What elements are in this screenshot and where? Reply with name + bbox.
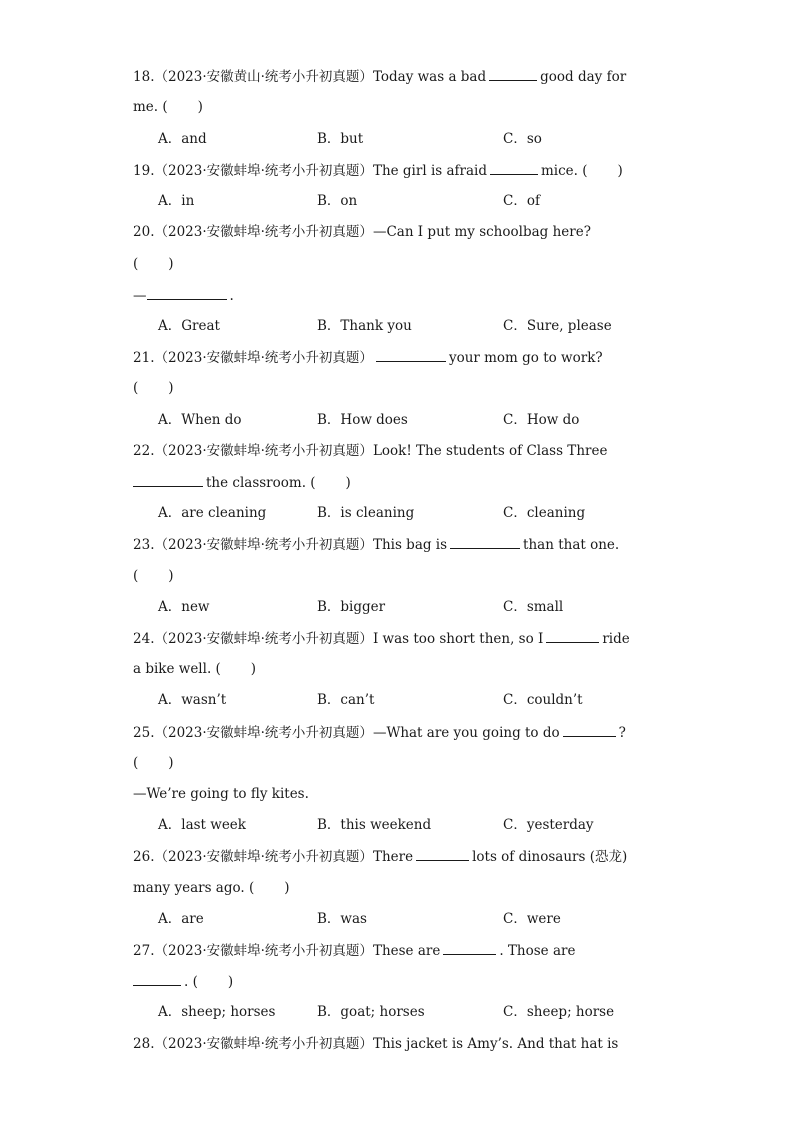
question-21-line1: 21.（2023·安徽蚌埠·统考小升初真题） your mom go to work? [133,347,603,367]
question-22-line1: 22.（2023·安徽蚌埠·统考小升初真题）Look! The students of Class Three [133,443,608,459]
q20-option-b[interactable]: B．Thank you [317,318,412,334]
q27-option-c[interactable]: C．sheep; horse [503,1004,615,1020]
q22-option-c[interactable]: C．cleaning [503,505,586,521]
q19-option-c[interactable]: C．of [503,193,540,209]
question-25-line3: —We’re going to fly kites. [133,786,309,802]
q24-option-b[interactable]: B．can’t [317,692,375,708]
q20-option-a[interactable]: A．Great [158,318,220,334]
q25-option-b[interactable]: B．this weekend [317,817,432,833]
q21-option-c[interactable]: C．How do [503,412,580,428]
q23-option-a[interactable]: A．new [158,599,210,615]
q27-option-a[interactable]: A．sheep; horses [158,1004,276,1020]
question-18-line1: 18.（2023·安徽黄山·统考小升初真题）Today was a bad good day for [133,66,626,86]
question-24-line1: 24.（2023·安徽蚌埠·统考小升初真题）I was too short then, so I ride [133,628,630,648]
question-20-line2: ( ) [133,256,174,272]
question-22-line2: the classroom. ( ) [133,472,351,492]
q26-option-b[interactable]: B．was [317,911,367,927]
q19-option-a[interactable]: A．in [158,193,195,209]
question-23-line1: 23.（2023·安徽蚌埠·统考小升初真题）This bag is than that one. [133,534,619,554]
question-26-line1: 26.（2023·安徽蚌埠·统考小升初真题）There lots of dinosaurs (恐龙) [133,846,627,866]
question-21-line2: ( ) [133,380,174,396]
question-26-line2: many years ago. ( ) [133,880,290,896]
q26-option-c[interactable]: C．were [503,911,561,927]
question-18-line2: me. ( ) [133,99,203,115]
question-23-line2: ( ) [133,568,174,584]
question-27-line1: 27.（2023·安徽蚌埠·统考小升初真题）These are . Those are [133,940,575,960]
q24-option-c[interactable]: C．couldn’t [503,692,583,708]
q18-option-c[interactable]: C．so [503,131,542,147]
q23-option-b[interactable]: B．bigger [317,599,386,615]
q21-option-b[interactable]: B．How does [317,412,408,428]
question-25-line2: ( ) [133,755,174,771]
q20-option-c[interactable]: C．Sure, please [503,318,612,334]
q24-option-a[interactable]: A．wasn’t [158,692,227,708]
q22-option-b[interactable]: B．is cleaning [317,505,415,521]
q22-option-a[interactable]: A．are cleaning [158,505,267,521]
q18-option-b[interactable]: B．but [317,131,364,147]
q27-option-b[interactable]: B．goat; horses [317,1004,425,1020]
question-27-line2: . ( ) [133,971,233,991]
question-20-line3: — . [133,285,234,305]
question-20-line1: 20.（2023·安徽蚌埠·统考小升初真题）—Can I put my schoolbag here? [133,224,591,240]
question-24-line2: a bike well. ( ) [133,661,257,677]
q25-option-c[interactable]: C．yesterday [503,817,594,833]
q25-option-a[interactable]: A．last week [158,817,246,833]
q23-option-c[interactable]: C．small [503,599,564,615]
q18-option-a[interactable]: A．and [158,131,207,147]
q21-option-a[interactable]: A．When do [158,412,242,428]
question-28-line1: 28.（2023·安徽蚌埠·统考小升初真题）This jacket is Amy’s. And that hat is [133,1036,619,1052]
question-25-line1: 25.（2023·安徽蚌埠·统考小升初真题）—What are you going to do ? [133,722,626,742]
question-19-line1: 19.（2023·安徽蚌埠·统考小升初真题）The girl is afraid mice. ( ) [133,160,623,180]
q19-option-b[interactable]: B．on [317,193,358,209]
q26-option-a[interactable]: A．are [158,911,204,927]
